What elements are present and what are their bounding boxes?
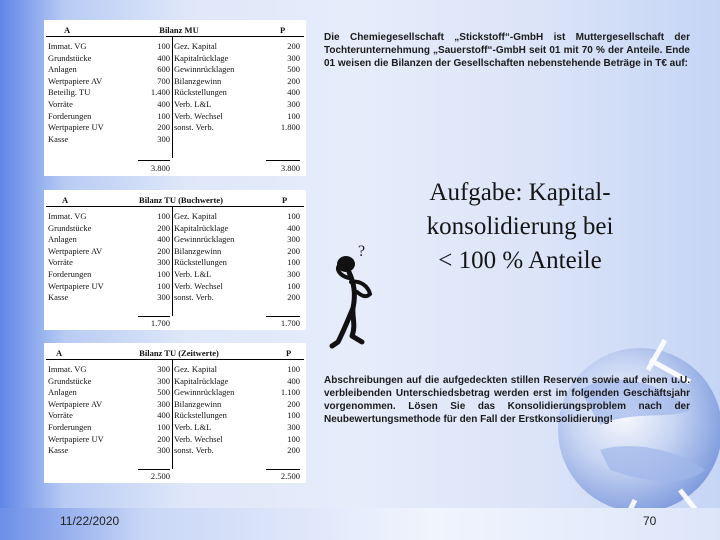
table-cell: 200 (287, 75, 300, 86)
table-cell: 300 (157, 398, 170, 409)
table-cell: 200 (157, 122, 170, 133)
table-cell: Vorräte (48, 257, 73, 268)
table-cell: Forderungen (48, 110, 92, 121)
header-liabilities-label: P (280, 25, 286, 35)
table-header (46, 24, 304, 37)
table-cell: Vorräte (48, 98, 73, 109)
table-cell: Vorräte (48, 410, 73, 421)
liabilities-values (260, 211, 300, 304)
table-cell: Verb. Wechsel (174, 280, 223, 291)
table-cell: 200 (287, 398, 300, 409)
table-cell: Gewinnrücklagen (174, 64, 235, 75)
title-line-2: konsolidierung bei (426, 213, 614, 240)
table-cell: Wertpapiere AV (48, 245, 103, 256)
table-cell: 300 (157, 257, 170, 268)
balance-sheet-tu-fair (46, 347, 304, 481)
table-cell: Kasse (48, 133, 69, 144)
table-cell: Anlagen (48, 234, 77, 245)
table-cell: 400 (157, 410, 170, 421)
liabilities-values (260, 364, 300, 457)
table-cell: Rückstellungen (174, 257, 227, 268)
total-assets: 2.500 (150, 471, 170, 481)
table-cell: Forderungen (48, 421, 92, 432)
table-cell: Immat. VG (48, 364, 87, 374)
table-cell: 300 (287, 268, 300, 279)
table-cell: Anlagen (48, 64, 77, 75)
title-line-3: < 100 % Anteile (438, 247, 602, 274)
table-cell: 200 (287, 445, 300, 456)
table-cell: Kasse (48, 445, 69, 456)
table-cell: Bilanzgewinn (174, 75, 222, 86)
table-cell: 100 (157, 268, 170, 279)
table-cell: 100 (287, 257, 300, 268)
table-cell: 200 (157, 245, 170, 256)
table-cell: 300 (157, 292, 170, 303)
table-cell: Grundstücke (48, 52, 92, 63)
footer-date: 11/22/2020 (60, 514, 120, 528)
page-number: 70 (643, 514, 657, 528)
table-cell: Immat. VG (48, 41, 87, 51)
table-cell: 100 (157, 41, 170, 51)
balance-sheet-tu-book (46, 194, 304, 328)
table-cell: Kapitalrücklage (174, 52, 229, 63)
total-line-right (266, 316, 300, 317)
table-divider (172, 36, 173, 158)
table-cell: Immat. VG (48, 211, 87, 221)
liabilities-names (174, 211, 234, 304)
table-cell: 100 (287, 280, 300, 291)
header-assets-label: A (64, 25, 71, 35)
table-cell: 100 (287, 211, 300, 221)
table-cell: 1.400 (150, 87, 170, 98)
total-liabilities: 1.700 (280, 318, 300, 328)
table-header (46, 194, 304, 207)
total-line-left (138, 469, 170, 470)
table-cell: Wertpapiere AV (48, 398, 103, 409)
title-line-1: Aufgabe: Kapital- (429, 179, 611, 206)
table-cell: 1.100 (280, 387, 300, 398)
table-divider (172, 206, 173, 316)
table-cell: 300 (287, 98, 300, 109)
table-cell: 700 (157, 75, 170, 86)
table-cell: 200 (287, 41, 300, 51)
thinking-figure-icon (326, 238, 386, 350)
table-cell: Verb. L&L (174, 421, 212, 432)
header-title: Bilanz MU (159, 25, 199, 35)
assets-values (134, 41, 170, 145)
table-divider (172, 359, 173, 469)
table-cell: Verb. Wechsel (174, 110, 223, 121)
table-cell: Grundstücke (48, 375, 92, 386)
table-cell: 100 (287, 110, 300, 121)
total-liabilities: 3.800 (280, 163, 300, 173)
table-cell: 300 (157, 133, 170, 144)
table-cell: Gez. Kapital (174, 364, 217, 374)
assets-names (48, 211, 104, 304)
liabilities-names (174, 364, 234, 457)
total-assets: 1.700 (150, 318, 170, 328)
total-line-right (266, 160, 300, 161)
total-line-left (138, 316, 170, 317)
header-assets-label: A (62, 195, 69, 205)
table-cell: Kasse (48, 292, 69, 303)
table-cell: Beteilig. TU (48, 87, 91, 98)
intro-text: Die Chemiegesellschaft „Stickstoff“-GmbH ist Muttergesellschaft der Tochterunternehmung „Sauerstoff“-GmbH seit 01 mit 70 % der Anteile. Ende 01 weisen die Bilanzen der Gesellschaften nebenstehende Beträge in T€ auf: (324, 32, 690, 69)
header-liabilities-label: P (286, 348, 292, 358)
task-text: Abschreibungen auf die aufgedeckten stillen Reserven sowie auf einen u.U. verbleibenden Unterschiedsbetrag werden erst im folgenden Geschäftsjahr vorgenommen. Lösen Sie das Konsolidierungsproblem nach der Neubewertungsmethode für den Fall der Erstkonsolidierung! (324, 375, 690, 425)
table-cell: sonst. Verb. (174, 122, 214, 133)
table-header (46, 347, 304, 360)
table-cell: Wertpapiere UV (48, 433, 104, 444)
table-cell: 400 (157, 52, 170, 63)
table-cell: Wertpapiere UV (48, 280, 104, 291)
table-cell: 300 (157, 364, 170, 374)
table-cell: 200 (287, 292, 300, 303)
table-cell: 200 (287, 245, 300, 256)
table-cell: 400 (287, 87, 300, 98)
table-cell: 100 (287, 433, 300, 444)
assets-names (48, 364, 104, 457)
table-cell: Verb. L&L (174, 268, 212, 279)
header-assets-label: A (56, 348, 63, 358)
page-title (400, 176, 640, 278)
table-cell: 100 (287, 410, 300, 421)
assets-names (48, 41, 104, 145)
table-cell: Kapitalrücklage (174, 222, 229, 233)
total-line-right (266, 469, 300, 470)
table-cell: 100 (287, 364, 300, 374)
header-title: Bilanz TU (Buchwerte) (139, 195, 223, 205)
table-cell: Forderungen (48, 268, 92, 279)
table-cell: 200 (157, 433, 170, 444)
table-cell: Rückstellungen (174, 87, 227, 98)
table-cell: sonst. Verb. (174, 292, 214, 303)
table-cell: Anlagen (48, 387, 77, 398)
table-cell: 1.800 (280, 122, 300, 133)
table-cell: sonst. Verb. (174, 445, 214, 456)
table-cell: Gez. Kapital (174, 41, 217, 51)
total-liabilities: 2.500 (280, 471, 300, 481)
balance-sheet-mu (46, 24, 304, 174)
table-cell: 100 (157, 421, 170, 432)
table-cell: 600 (157, 64, 170, 75)
table-cell: Bilanzgewinn (174, 398, 222, 409)
table-cell: 500 (157, 387, 170, 398)
total-line-left (138, 160, 170, 161)
table-cell: Gewinnrücklagen (174, 234, 235, 245)
table-cell: Gez. Kapital (174, 211, 217, 221)
header-liabilities-label: P (282, 195, 288, 205)
table-cell: 200 (157, 222, 170, 233)
header-title: Bilanz TU (Zeitwerte) (139, 348, 219, 358)
table-cell: 300 (287, 52, 300, 63)
total-assets: 3.800 (150, 163, 170, 173)
table-cell: 400 (287, 375, 300, 386)
liabilities-values (260, 41, 300, 134)
table-cell: 100 (157, 211, 170, 221)
table-cell: Verb. L&L (174, 98, 212, 109)
table-cell: Bilanzgewinn (174, 245, 222, 256)
table-cell: 300 (157, 375, 170, 386)
table-cell: Wertpapiere UV (48, 122, 104, 133)
table-cell: Verb. Wechsel (174, 433, 223, 444)
table-cell: 400 (157, 98, 170, 109)
table-cell: 300 (157, 445, 170, 456)
table-cell: 500 (287, 64, 300, 75)
svg-text:?: ? (358, 243, 366, 260)
table-cell: 400 (157, 234, 170, 245)
table-cell: 300 (287, 234, 300, 245)
table-cell: Grundstücke (48, 222, 92, 233)
table-cell: Wertpapiere AV (48, 75, 103, 86)
table-cell: 100 (157, 280, 170, 291)
table-cell: Kapitalrücklage (174, 375, 229, 386)
liabilities-names (174, 41, 234, 134)
table-cell: 300 (287, 421, 300, 432)
assets-values (134, 364, 170, 457)
table-cell: 100 (157, 110, 170, 121)
table-cell: Rückstellungen (174, 410, 227, 421)
table-cell: Gewinnrücklagen (174, 387, 235, 398)
assets-values (134, 211, 170, 304)
table-cell: 400 (287, 222, 300, 233)
